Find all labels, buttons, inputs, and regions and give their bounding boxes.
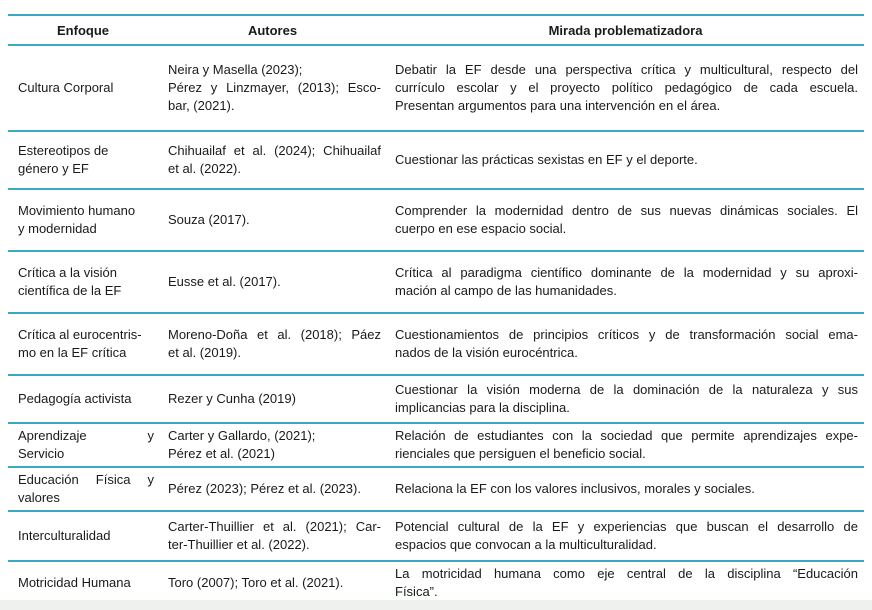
cell-text: Cuestionar las prácticas sexistas en EF y el deporte. bbox=[395, 152, 698, 167]
cell-line: Potencial cultural de la EF y experiencias que buscan el desarrollo de bbox=[395, 519, 858, 534]
cell-enfoque bbox=[8, 375, 158, 423]
cell-line: Crítica al paradigma científico dominante de la modernidad y su aproxi- bbox=[395, 265, 858, 280]
cell-enfoque bbox=[8, 511, 158, 561]
table-row bbox=[8, 45, 864, 131]
cell-enfoque bbox=[8, 189, 158, 251]
cell-line: y modernidad bbox=[18, 221, 97, 236]
cell-mirada bbox=[387, 189, 864, 251]
cell-enfoque bbox=[8, 251, 158, 313]
cell-line: mación al campo de las humanidades. bbox=[395, 283, 617, 298]
cell-autores bbox=[158, 131, 387, 189]
header-mirada: Mirada problematizadora bbox=[387, 15, 864, 45]
cell-autores bbox=[158, 561, 387, 605]
cell-line: ter-Thuillier et al. (2022). bbox=[168, 537, 310, 552]
cell-enfoque bbox=[8, 561, 158, 605]
cell-enfoque bbox=[8, 467, 158, 511]
cell-line: currículo escolar y el proyecto político pedagógico de cada escuela. bbox=[395, 80, 858, 95]
cell-autores bbox=[158, 375, 387, 423]
cell-mirada bbox=[387, 313, 864, 375]
cell-line: bar, (2021). bbox=[168, 98, 235, 113]
cell-line: Pérez y Linzmayer, (2013); Esco- bbox=[168, 80, 381, 95]
cell-text: Rezer y Cunha (2019) bbox=[168, 391, 296, 406]
cell-line: Moreno-Doña et al. (2018); Páez bbox=[168, 327, 381, 342]
cell-line: cuerpo en ese espacio social. bbox=[395, 221, 567, 236]
table-row bbox=[8, 131, 864, 189]
cell-autores bbox=[158, 45, 387, 131]
table-row bbox=[8, 251, 864, 313]
cell-autores bbox=[158, 511, 387, 561]
cell-mirada bbox=[387, 131, 864, 189]
cell-line: valores bbox=[18, 490, 60, 505]
cell-line: Crítica a la visión bbox=[18, 265, 117, 280]
cell-line: Aprendizaje y bbox=[18, 428, 154, 443]
cell-enfoque bbox=[8, 45, 158, 131]
cell-line: rienciales que persiguen el beneficio social. bbox=[395, 446, 646, 461]
cell-text: Pérez (2023); Pérez et al. (2023). bbox=[168, 481, 361, 496]
cell-line: mo en la EF crítica bbox=[18, 345, 127, 360]
cell-line: et al. (2022). bbox=[168, 161, 241, 176]
cell-line: et al. (2019). bbox=[168, 345, 241, 360]
cell-autores bbox=[158, 251, 387, 313]
table-row bbox=[8, 375, 864, 423]
table-row bbox=[8, 511, 864, 561]
cell-line: Movimiento humano bbox=[18, 203, 136, 218]
cell-mirada bbox=[387, 375, 864, 423]
cell-line: nados de la visión eurocéntrica. bbox=[395, 345, 578, 360]
cell-text: Pedagogía activista bbox=[18, 391, 132, 406]
table-row bbox=[8, 467, 864, 511]
cell-line: Debatir la EF desde una perspectiva crítica y multicultural, respecto del bbox=[395, 62, 858, 77]
table-row bbox=[8, 313, 864, 375]
cell-line: Presentan argumentos para una intervención en el área. bbox=[395, 98, 721, 113]
cell-text: Motricidad Humana bbox=[18, 575, 131, 590]
cell-line: Cuestionamientos de principios críticos y de transformación social ema- bbox=[395, 327, 858, 342]
cell-enfoque bbox=[8, 423, 158, 467]
cell-line: Educación Física y bbox=[18, 472, 154, 487]
cell-enfoque bbox=[8, 131, 158, 189]
cell-text: Interculturalidad bbox=[18, 528, 111, 543]
header-enfoque: Enfoque bbox=[8, 15, 158, 45]
cell-line: espacios que convocan a la multiculturalidad. bbox=[395, 537, 657, 552]
cell-mirada bbox=[387, 45, 864, 131]
cell-line: Servicio bbox=[18, 446, 65, 461]
cell-line: La motricidad humana como eje central de la disciplina “Educación bbox=[395, 566, 858, 581]
cell-line: Carter-Thuillier et al. (2021); Car- bbox=[168, 519, 381, 534]
cell-line: implicancias para la disciplina. bbox=[395, 400, 570, 415]
cell-line: Cuestionar la visión moderna de la dominación de la naturaleza y sus bbox=[395, 382, 858, 397]
header-autores: Autores bbox=[158, 15, 387, 45]
cell-line: Física”. bbox=[395, 584, 438, 599]
table-row bbox=[8, 423, 864, 467]
cell-line: Pérez et al. (2021) bbox=[168, 446, 275, 461]
cell-text: Cultura Corporal bbox=[18, 80, 114, 95]
cell-line: Neira y Masella (2023); bbox=[168, 62, 303, 77]
comparison-table-container bbox=[8, 14, 864, 606]
table-row bbox=[8, 189, 864, 251]
cell-text: Souza (2017). bbox=[168, 212, 250, 227]
table-header-row bbox=[8, 15, 864, 45]
cell-text: Toro (2007); Toro et al. (2021). bbox=[168, 575, 344, 590]
cell-line: Relación de estudiantes con la sociedad que permite aprendizajes expe- bbox=[395, 428, 858, 443]
cell-line: Carter y Gallardo, (2021); bbox=[168, 428, 316, 443]
cell-line: Comprender la modernidad dentro de sus nuevas dinámicas sociales. El bbox=[395, 203, 858, 218]
cell-autores bbox=[158, 189, 387, 251]
cell-mirada bbox=[387, 251, 864, 313]
approaches-table bbox=[8, 14, 864, 606]
cell-text: Relaciona la EF con los valores inclusivos, morales y sociales. bbox=[395, 481, 755, 496]
cell-autores bbox=[158, 467, 387, 511]
cell-mirada bbox=[387, 561, 864, 605]
cell-line: Chihuailaf et al. (2024); Chihuailaf bbox=[168, 143, 381, 158]
cell-autores bbox=[158, 313, 387, 375]
cell-line: género y EF bbox=[18, 161, 89, 176]
cell-line: Crítica al eurocentris- bbox=[18, 327, 142, 342]
cell-enfoque bbox=[8, 313, 158, 375]
bottom-strip bbox=[0, 600, 872, 610]
cell-text: Eusse et al. (2017). bbox=[168, 274, 281, 289]
cell-mirada bbox=[387, 511, 864, 561]
cell-line: Estereotipos de bbox=[18, 143, 109, 158]
cell-autores bbox=[158, 423, 387, 467]
cell-line: científica de la EF bbox=[18, 283, 122, 298]
cell-mirada bbox=[387, 467, 864, 511]
cell-mirada bbox=[387, 423, 864, 467]
table-row bbox=[8, 561, 864, 605]
